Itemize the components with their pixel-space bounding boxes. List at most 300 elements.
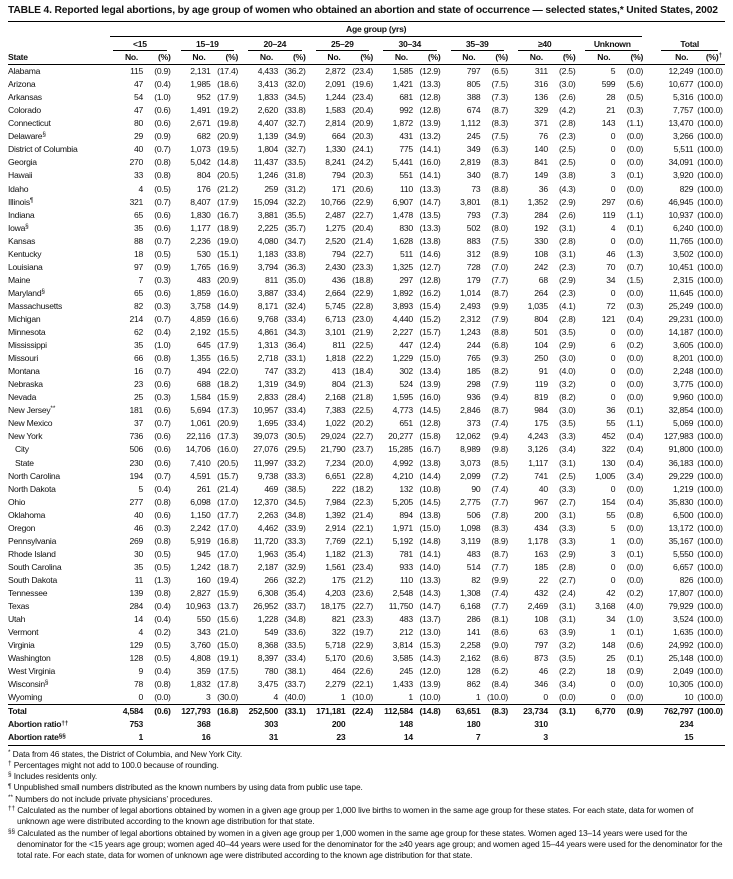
cell-number: 2,091 [325, 79, 346, 90]
cell-percent: (100.0) [697, 366, 723, 377]
cell-percent: (32.7) [284, 118, 306, 129]
cell-percent: (20.9) [217, 418, 239, 429]
cell-percent: (100.0) [697, 522, 723, 533]
cell-number: 674 [466, 105, 481, 116]
cell-percent: (16.8) [215, 705, 242, 719]
cell-percent: (22.2) [352, 353, 374, 364]
cell-percent: (34.8) [284, 509, 306, 520]
superscript-marker: †† [61, 719, 69, 727]
cell-number: 4 [138, 627, 144, 638]
cell-percent: (2.7) [559, 496, 576, 507]
table-row [8, 509, 725, 522]
cell-number: 4,591 [190, 470, 211, 481]
cell-number: 0 [610, 183, 616, 194]
cell-number: 8,171 [257, 300, 278, 311]
cell-number: 88 [133, 235, 144, 246]
cell-number: 452 [601, 431, 616, 442]
cell-percent: (22.1) [352, 679, 374, 690]
cell-number: 6,907 [392, 196, 413, 207]
table-row [8, 600, 725, 613]
cell-number: 4,210 [392, 470, 413, 481]
age-group-header [444, 37, 511, 52]
cell-percent: (12.0) [419, 666, 441, 677]
cell-number: 244 [466, 340, 481, 351]
cell-percent: (7.5) [491, 235, 508, 246]
state-name: Montana [8, 366, 40, 377]
superscript-marker: § [25, 222, 29, 230]
cell-number: 18 [133, 248, 144, 259]
cell-percent: (3.3) [559, 522, 576, 533]
cell-percent: (13.8) [419, 509, 441, 520]
cell-percent: (2.5) [559, 66, 576, 77]
cell-number: 1,005 [595, 470, 616, 481]
cell-number: 119 [534, 379, 548, 390]
cell-percent: (34.7) [284, 235, 306, 246]
cell-percent: (35.5) [284, 209, 306, 220]
cell-percent: (33.4) [284, 287, 306, 298]
cell-percent: (33.3) [284, 470, 306, 481]
cell-number: 18 [606, 666, 616, 677]
cell-number: 286 [466, 614, 481, 625]
cell-percent: (0.9) [626, 666, 644, 677]
cell-percent: (100.0) [697, 679, 723, 690]
table-row [8, 652, 725, 665]
state-name: Abortion ratio†† [8, 719, 69, 730]
cell-number: 804 [331, 379, 346, 390]
cell-number: 1,963 [257, 548, 278, 559]
cell-percent: (35.4) [284, 548, 306, 559]
cell-number: 5 [610, 522, 616, 533]
cell-number: 3,794 [257, 261, 278, 272]
cell-percent: (0.5) [154, 561, 171, 572]
cell-number: 13,470 [668, 118, 694, 129]
cell-number: 2,430 [325, 261, 346, 272]
table-row [8, 470, 725, 483]
cell-number: 1 [475, 692, 481, 703]
cell-percent [697, 731, 725, 745]
cell-percent: (33.7) [284, 601, 306, 612]
cell-percent: (21.3) [352, 548, 374, 559]
cell-percent: (100.0) [697, 509, 723, 520]
cell-number: 469 [264, 483, 278, 494]
state-name: Missouri [8, 353, 38, 364]
cell-number: 8,241 [325, 157, 346, 168]
cell-percent: (2.2) [559, 666, 576, 677]
cell-percent: (7.4) [491, 587, 508, 598]
cell-percent: (13.3) [419, 183, 441, 194]
footnote: †† Calculated as the number of legal abortions obtained by women in a given age group per 1,000 live births to women in the same age group for these states. For each state, data for women of unknown age were distributed according to the known age distribution for that state. [8, 805, 694, 827]
state-name: Texas [8, 601, 30, 612]
cell-number: 436 [331, 274, 346, 285]
cell-percent: (33.3) [284, 535, 306, 546]
superscript-marker: § [42, 131, 46, 139]
cell-number: 3,126 [527, 444, 548, 455]
cell-number: 0 [610, 392, 616, 403]
cell-percent: (34.5) [284, 92, 306, 103]
cell-number: 148 [399, 719, 413, 730]
pct-subheader: (%) [484, 51, 511, 65]
cell-number: 1,478 [392, 209, 413, 220]
cell-percent: (0.7) [154, 235, 171, 246]
cell-percent: (8.9) [491, 248, 508, 259]
cell-number: 303 [264, 719, 278, 730]
cell-percent: (0.8) [154, 679, 171, 690]
cell-percent: (16.2) [419, 287, 441, 298]
cell-number: 2,279 [325, 679, 346, 690]
cell-percent: (0.8) [154, 353, 171, 364]
cell-number: 3 [205, 692, 211, 703]
cell-number: 388 [466, 92, 481, 103]
cell-percent: (15.8) [419, 431, 441, 442]
state-name: Hawaii [8, 170, 33, 181]
cell-percent: (33.9) [284, 522, 306, 533]
cell-number: 82 [133, 300, 144, 311]
cell-percent: (20.5) [217, 170, 239, 181]
cell-percent: (2.8) [559, 118, 576, 129]
cell-number: 36 [606, 405, 616, 416]
cell-percent: (32.7) [284, 144, 306, 155]
cell-percent: (16.7) [419, 444, 441, 455]
cell-number: 501 [534, 327, 548, 338]
cell-percent: (36.2) [284, 66, 306, 77]
no-subheader: No. [444, 51, 485, 65]
table-row [8, 535, 725, 548]
cell-percent: (0.5) [154, 653, 171, 664]
cell-percent: (17.0) [217, 548, 239, 559]
cell-number: 343 [196, 627, 211, 638]
cell-number: 24,992 [668, 640, 694, 651]
cell-number: 1,872 [392, 118, 413, 129]
cell-percent: (100.0) [697, 196, 723, 207]
cell-number: 316 [534, 79, 548, 90]
state-name: South Dakota [8, 574, 58, 585]
cell-percent: (1.5) [626, 274, 644, 285]
cell-percent: (31.8) [284, 170, 306, 181]
cell-number: 259 [264, 183, 278, 194]
age-group-header-label: 20–24 [248, 37, 301, 52]
footnote: * Data from 46 states, the District of Columbia, and New York City. [8, 748, 243, 759]
cell-number: 841 [534, 157, 548, 168]
cell-percent: (17.3) [217, 405, 239, 416]
cell-percent: (16.0) [419, 157, 441, 168]
cell-number: 3,758 [190, 300, 211, 311]
state-name: Vermont [8, 627, 39, 638]
cell-number: 7,383 [325, 405, 346, 416]
cell-number: 1,833 [257, 92, 278, 103]
cell-percent: (14.5) [419, 496, 441, 507]
cell-number: 127,793 [174, 705, 215, 719]
cell-number: 549 [264, 627, 278, 638]
cell-number: 1,308 [460, 587, 481, 598]
cell-number: 143 [601, 118, 616, 129]
cell-number: 3,605 [672, 340, 694, 351]
cell-percent: (100.0) [697, 444, 723, 455]
cell-number: 1 [340, 692, 346, 703]
cell-percent: (0.3) [154, 392, 171, 403]
cell-percent: (17.0) [217, 522, 239, 533]
cell-number: 4,584 [106, 705, 147, 719]
cell-percent: (29.5) [284, 444, 306, 455]
cell-percent: (14.8) [417, 705, 444, 719]
cell-percent: (12.8) [419, 92, 441, 103]
cell-number: 2,872 [325, 66, 346, 77]
cell-number: 16 [174, 731, 215, 745]
cell-percent: (0.6) [154, 105, 171, 116]
cell-number: 1,635 [672, 627, 694, 638]
cell-percent: (40.0) [284, 692, 306, 703]
cell-number: 1,818 [325, 353, 346, 364]
cell-percent: (0.5) [154, 640, 171, 651]
cell-number: 245 [466, 131, 481, 142]
cell-percent: (2.9) [559, 274, 576, 285]
header-row-subcolumns [8, 51, 725, 65]
cell-percent: (2.6) [559, 209, 576, 220]
cell-percent: (1.3) [626, 248, 644, 259]
cell-number: 793 [466, 209, 481, 220]
cell-percent: (0.7) [154, 418, 171, 429]
cell-percent: (7.2) [491, 470, 508, 481]
cell-percent: (0.5) [154, 183, 171, 194]
cell-percent [619, 731, 646, 745]
cell-percent: (0.4) [626, 457, 644, 468]
cell-number: 21,790 [320, 444, 346, 455]
cell-number: 32,854 [668, 405, 694, 416]
cell-number: 10,963 [185, 601, 211, 612]
cell-number: 310 [534, 719, 548, 730]
cell-number: 1,595 [392, 392, 413, 403]
cell-number: 794 [331, 248, 346, 259]
cell-percent: (13.3) [419, 574, 441, 585]
cell-percent: (8.3) [491, 118, 508, 129]
cell-percent: (100.0) [697, 548, 723, 559]
cell-number: 3,524 [672, 614, 694, 625]
cell-percent: (3.1) [559, 222, 576, 233]
state-name: State [15, 457, 34, 468]
superscript-marker: †† [8, 805, 16, 813]
cell-number: 4,462 [257, 522, 278, 533]
cell-percent: (100.0) [697, 105, 723, 116]
cell-percent: (8.7) [491, 105, 508, 116]
cell-percent: (3.1) [559, 601, 576, 612]
cell-percent: (6.2) [491, 666, 508, 677]
cell-number: 9,738 [257, 470, 278, 481]
cell-percent: (3.5) [559, 327, 576, 338]
state-name: Arkansas [8, 92, 42, 103]
cell-number: 322 [331, 627, 346, 638]
cell-number: 5,042 [190, 157, 211, 168]
cell-number: 17,807 [668, 587, 694, 598]
footnotes [8, 749, 725, 862]
cell-percent: (23.3) [352, 261, 374, 272]
state-name: North Carolina [8, 470, 60, 481]
cell-percent: (100.0) [697, 183, 723, 194]
cell-number: 34 [606, 614, 616, 625]
cell-number: 1,859 [190, 287, 211, 298]
superscript-marker: §§ [58, 732, 66, 740]
state-name: Abortion rate§§ [8, 731, 106, 745]
cell-percent: (19.0) [217, 235, 239, 246]
cell-percent: (100.0) [697, 640, 723, 651]
cell-percent: (0.4) [154, 666, 171, 677]
cell-number: 945 [196, 548, 211, 559]
cell-percent: (22.7) [352, 601, 374, 612]
cell-number: 1,765 [190, 261, 211, 272]
age-group-span-label: Age group (yrs) [110, 22, 642, 37]
cell-percent: (0.6) [154, 405, 171, 416]
pct-subheader: (%) [417, 51, 444, 65]
cell-percent: (10.0) [487, 692, 508, 703]
cell-number: 1,892 [392, 287, 413, 298]
cell-percent: (0.8) [154, 170, 171, 181]
cell-percent: (22.8) [352, 470, 374, 481]
cell-number: 10,677 [668, 79, 694, 90]
no-subheader: No. [654, 51, 697, 65]
cell-percent: (7.4) [491, 483, 508, 494]
cell-number: 340 [466, 170, 481, 181]
cell-percent: (17.9) [217, 340, 239, 351]
cell-number: 747 [264, 366, 278, 377]
cell-number: 160 [196, 574, 211, 585]
cell-number: 1,183 [257, 248, 278, 259]
cell-number: 76 [538, 131, 548, 142]
cell-number: 63,651 [444, 705, 485, 719]
cell-number: 664 [331, 131, 346, 142]
cell-number: 502 [466, 222, 481, 233]
cell-number: 0 [610, 287, 616, 298]
table-row [8, 443, 725, 456]
cell-percent: (7.5) [491, 79, 508, 90]
cell-number: 39,073 [253, 431, 278, 442]
table-row [8, 78, 725, 91]
cell-number: 821 [331, 614, 346, 625]
cell-number: 33 [133, 170, 144, 181]
cell-number: 550 [196, 614, 211, 625]
cell-number: 1 [610, 627, 616, 638]
cell-percent: (2.7) [559, 574, 576, 585]
cell-percent: (100.0) [697, 496, 723, 507]
cell-percent: (16.6) [217, 313, 239, 324]
cell-number: 119 [602, 209, 616, 220]
cell-percent: (15.0) [419, 522, 441, 533]
cell-percent [215, 731, 242, 745]
cell-percent: (14.7) [419, 601, 441, 612]
cell-percent: (0.6) [154, 457, 171, 468]
cell-number: 413 [331, 366, 346, 377]
table-row [8, 156, 725, 169]
cell-number: 1,561 [325, 561, 346, 572]
table-row [8, 561, 725, 574]
cell-number: 180 [466, 719, 481, 730]
cell-percent: (100.0) [697, 300, 723, 311]
cell-number: 34,091 [668, 157, 694, 168]
cell-percent: (8.0) [491, 222, 508, 233]
cell-percent: (2.8) [559, 235, 576, 246]
cell-number: 66 [133, 353, 144, 364]
cell-percent: (3.1) [559, 457, 576, 468]
cell-number: 68 [538, 274, 548, 285]
cell-number: 1,330 [325, 144, 346, 155]
cell-number: 15,094 [253, 196, 278, 207]
state-name: Oklahoma [8, 509, 46, 520]
cell-percent: (0.6) [154, 379, 171, 390]
cell-number [578, 731, 619, 745]
cell-number: 8,407 [190, 196, 211, 207]
cell-number: 1,355 [190, 353, 211, 364]
cell-number: 2,846 [460, 405, 481, 416]
superscript-marker: § [44, 679, 49, 687]
superscript-marker: ** [8, 793, 13, 801]
cell-number: 6,770 [578, 705, 619, 719]
cell-number: 175 [331, 574, 346, 585]
cell-number: 3,168 [595, 601, 616, 612]
pct-subheader: (%) [282, 51, 309, 65]
cell-percent: (2.6) [559, 92, 576, 103]
state-name: Washington [8, 653, 51, 664]
cell-number: 14 [133, 614, 144, 625]
cell-percent: (3.8) [559, 170, 576, 181]
table-row [8, 430, 725, 443]
cell-percent: (100.0) [697, 157, 723, 168]
state-name: Georgia [8, 157, 37, 168]
cell-number: 23 [309, 731, 350, 745]
cell-number: 37 [133, 418, 144, 429]
cell-percent: (33.4) [284, 653, 306, 664]
no-subheader: No. [376, 51, 417, 65]
cell-number: 11,765 [669, 235, 694, 246]
cell-percent: (6.3) [491, 144, 508, 155]
cell-number: 6,240 [672, 222, 694, 233]
age-group-header [511, 37, 578, 52]
cell-number: 2,671 [190, 118, 211, 129]
table-row [8, 378, 725, 391]
cell-percent: (100.0) [697, 418, 723, 429]
table-row [8, 731, 725, 745]
cell-percent: (0.5) [626, 92, 644, 103]
table-row [8, 287, 725, 300]
cell-percent: (100.0) [697, 483, 723, 494]
cell-number: 2,049 [672, 666, 694, 677]
cell-percent: (0.0) [626, 157, 644, 168]
cell-number: 27,076 [253, 444, 278, 455]
cell-number: 7 [444, 731, 485, 745]
cell-number: 936 [466, 392, 481, 403]
cell-number: 5,441 [392, 157, 413, 168]
cell-percent: (33.4) [284, 405, 306, 416]
cell-percent: (8.3) [484, 705, 511, 719]
cell-number: 4,440 [392, 313, 413, 324]
cell-percent: (22.1) [352, 535, 374, 546]
cell-percent: (0.0) [559, 692, 576, 703]
cell-number: 29,024 [320, 431, 346, 442]
cell-number: 682 [196, 131, 211, 142]
cell-number: 11,645 [669, 287, 694, 298]
cell-percent: (33.8) [284, 248, 306, 259]
age-group-header-label: <15 [113, 37, 166, 52]
cell-number: 1,246 [257, 170, 278, 181]
cell-percent: (13.9) [419, 679, 441, 690]
table-row [8, 65, 725, 79]
header-row-span [8, 22, 725, 37]
cell-number: 230 [129, 457, 144, 468]
cell-number: 2,620 [257, 105, 278, 116]
cell-percent: (7.8) [491, 509, 508, 520]
state-name: Oregon [8, 522, 36, 533]
cell-number: 7 [138, 274, 144, 285]
cell-number: 2,718 [257, 353, 278, 364]
cell-percent: (18.2) [217, 379, 239, 390]
cell-percent: (3.1) [559, 248, 576, 259]
cell-number: 34 [606, 274, 616, 285]
